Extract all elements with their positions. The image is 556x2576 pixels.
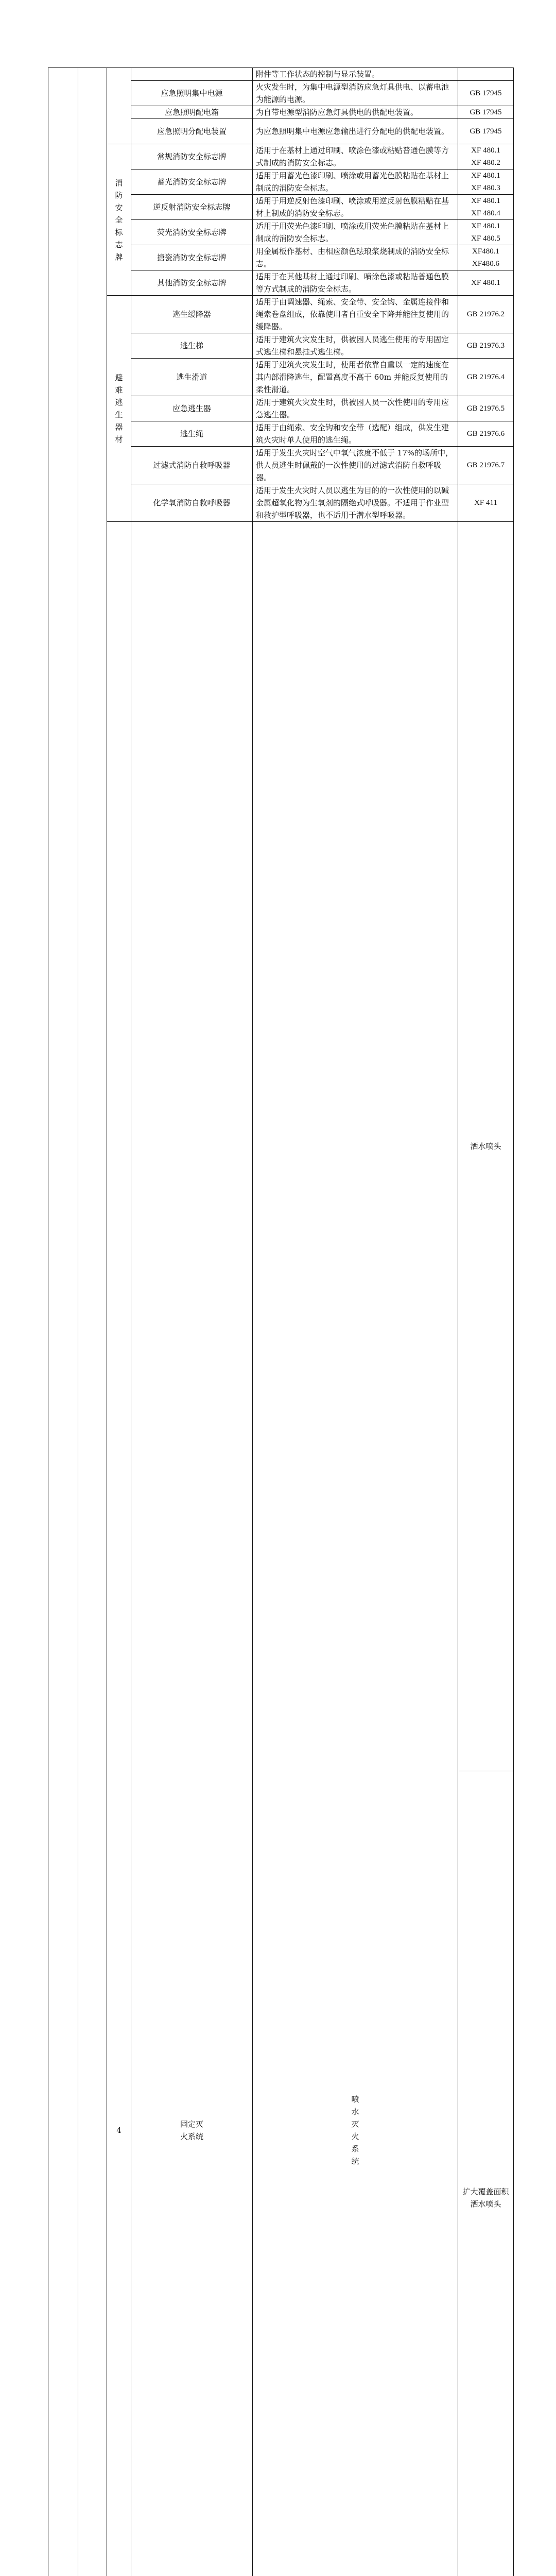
standard-code: XF 480.1 XF 480.4 xyxy=(458,195,514,220)
product-description: 为自带电源型消防应急灯具供电的供配电装置。 xyxy=(253,106,458,119)
product-name: 过滤式消防自救呼吸器 xyxy=(131,447,253,484)
category-cell xyxy=(78,68,107,2576)
standard-code: XF 411 xyxy=(458,484,514,522)
table-row xyxy=(48,144,514,170)
product-description: 适用于发生火灾时人员以逃生为目的的一次性使用的以碱金属超氧化物为生氧剂的隔绝式呼吸器。不适用于作业型和救护型呼吸器，也不适用于潜水型呼吸器。 xyxy=(253,484,458,522)
product-name: 常规消防安全标志牌 xyxy=(131,144,253,170)
product-name: 荧光消防安全标志牌 xyxy=(131,220,253,245)
product-name: 逆反射消防安全标志牌 xyxy=(131,195,253,220)
table-row xyxy=(48,522,514,1771)
product-name: 应急照明集中电源 xyxy=(131,81,253,106)
standard-code xyxy=(458,68,514,81)
product-name xyxy=(131,68,253,81)
standard-code: XF480.1 XF480.6 xyxy=(458,245,514,270)
product-description: 为应急照明集中电源应急输出进行分配电的供配电装置。 xyxy=(253,119,458,144)
standard-code: XF 480.1 xyxy=(458,270,514,296)
standard-code: GB 17945 xyxy=(458,119,514,144)
product-description: 适用于发生火灾时空气中氧气浓度不低于 17%的场所中，供人员逃生时佩戴的一次性使用的过滤式消防自救呼吸器。 xyxy=(253,447,458,484)
product-name: 搪瓷消防安全标志牌 xyxy=(131,245,253,270)
subcategory-cell xyxy=(107,68,131,144)
subcategory-signs: 消防安全标志牌 xyxy=(107,144,131,296)
product-description: 附件等工作状态的控制与显示装置。 xyxy=(253,68,458,81)
product-description: 适用于建筑火灾发生时，供被困人员逃生使用的专用固定式逃生梯和悬挂式逃生梯。 xyxy=(253,333,458,359)
product-description: 适用于用逆反射色漆印刷、喷涂或用逆反射色膜粘贴在基材上制成的消防安全标志。 xyxy=(253,195,458,220)
standard-code: XF 480.1 XF 480.3 xyxy=(458,170,514,195)
standard-code: GB 21976.5 xyxy=(458,396,514,421)
table-row xyxy=(48,68,514,81)
category-fixed-extinguishing: 固定灭火系统 xyxy=(131,522,253,2576)
product-name: 应急照明配电箱 xyxy=(131,106,253,119)
product-name: 逃生缓降器 xyxy=(131,296,253,333)
standard-code: XF 480.1 XF 480.5 xyxy=(458,220,514,245)
product-description: 适用于建筑火灾发生时，供被困人员一次性使用的专用应急逃生器。 xyxy=(253,396,458,421)
product-description: 适用于由调速器、绳索、安全带、安全钩、金属连接件和绳索卷盘组成，依靠使用者自重安全下降并能往复使用的缓降器。 xyxy=(253,296,458,333)
product-description: 适用于建筑火灾发生时，使用者依靠自重以一定的速度在其内部滑降逃生，配置高度不高于 60m 并能反复使用的柔性滑道。 xyxy=(253,359,458,396)
section-number: 4 xyxy=(107,522,131,2576)
product-name: 逃生绳 xyxy=(131,421,253,447)
product-description: 适用于在其他基材上通过印刷、喷涂色漆或粘贴普通色膜等方式制成的消防安全标志。 xyxy=(253,270,458,296)
standard-code: GB 17945 xyxy=(458,81,514,106)
product-name: 应急逃生器 xyxy=(131,396,253,421)
product-name: 逃生滑道 xyxy=(131,359,253,396)
product-name: 洒水喷头 xyxy=(458,522,514,1771)
product-description: 适用于用蓄光色漆印刷、喷涂或用蓄光色膜粘贴在基材上制成的消防安全标志。 xyxy=(253,170,458,195)
product-description: 适用于由绳索、安全钩和安全带（选配）组成，供发生建筑火灾时单人使用的逃生绳。 xyxy=(253,421,458,447)
standard-code: GB 21976.6 xyxy=(458,421,514,447)
product-name: 化学氧消防自救呼吸器 xyxy=(131,484,253,522)
product-name: 其他消防安全标志牌 xyxy=(131,270,253,296)
standards-table xyxy=(48,67,514,2576)
subcategory-escape: 避难逃生器材 xyxy=(107,296,131,522)
product-name: 逃生梯 xyxy=(131,333,253,359)
standard-code: XF 480.1 XF 480.2 xyxy=(458,144,514,170)
product-description: 适用于用荧光色漆印刷、喷涂或用荧光色膜粘贴在基材上制成的消防安全标志。 xyxy=(253,220,458,245)
standard-code: GB 21976.3 xyxy=(458,333,514,359)
standard-code: GB 21976.4 xyxy=(458,359,514,396)
standard-code: GB 17945 xyxy=(458,106,514,119)
product-name: 扩大覆盖面积洒水喷头 xyxy=(458,1771,514,2576)
standard-code: GB 21976.2 xyxy=(458,296,514,333)
product-description: 火灾发生时，为集中电源型消防应急灯具供电、以蓄电池为能源的电源。 xyxy=(253,81,458,106)
product-name: 蓄光消防安全标志牌 xyxy=(131,170,253,195)
subcategory-sprinkler: 喷水灭火系统 xyxy=(253,522,458,2576)
product-description: 用金属板作基材、由相应颜色珐琅浆烧制成的消防安全标志。 xyxy=(253,245,458,270)
table-row xyxy=(48,296,514,333)
product-name: 应急照明分配电装置 xyxy=(131,119,253,144)
number-cell xyxy=(48,68,78,2576)
product-description: 适用于在基材上通过印刷、喷涂色漆或粘贴普通色膜等方式制成的消防安全标志。 xyxy=(253,144,458,170)
standard-code: GB 21976.7 xyxy=(458,447,514,484)
